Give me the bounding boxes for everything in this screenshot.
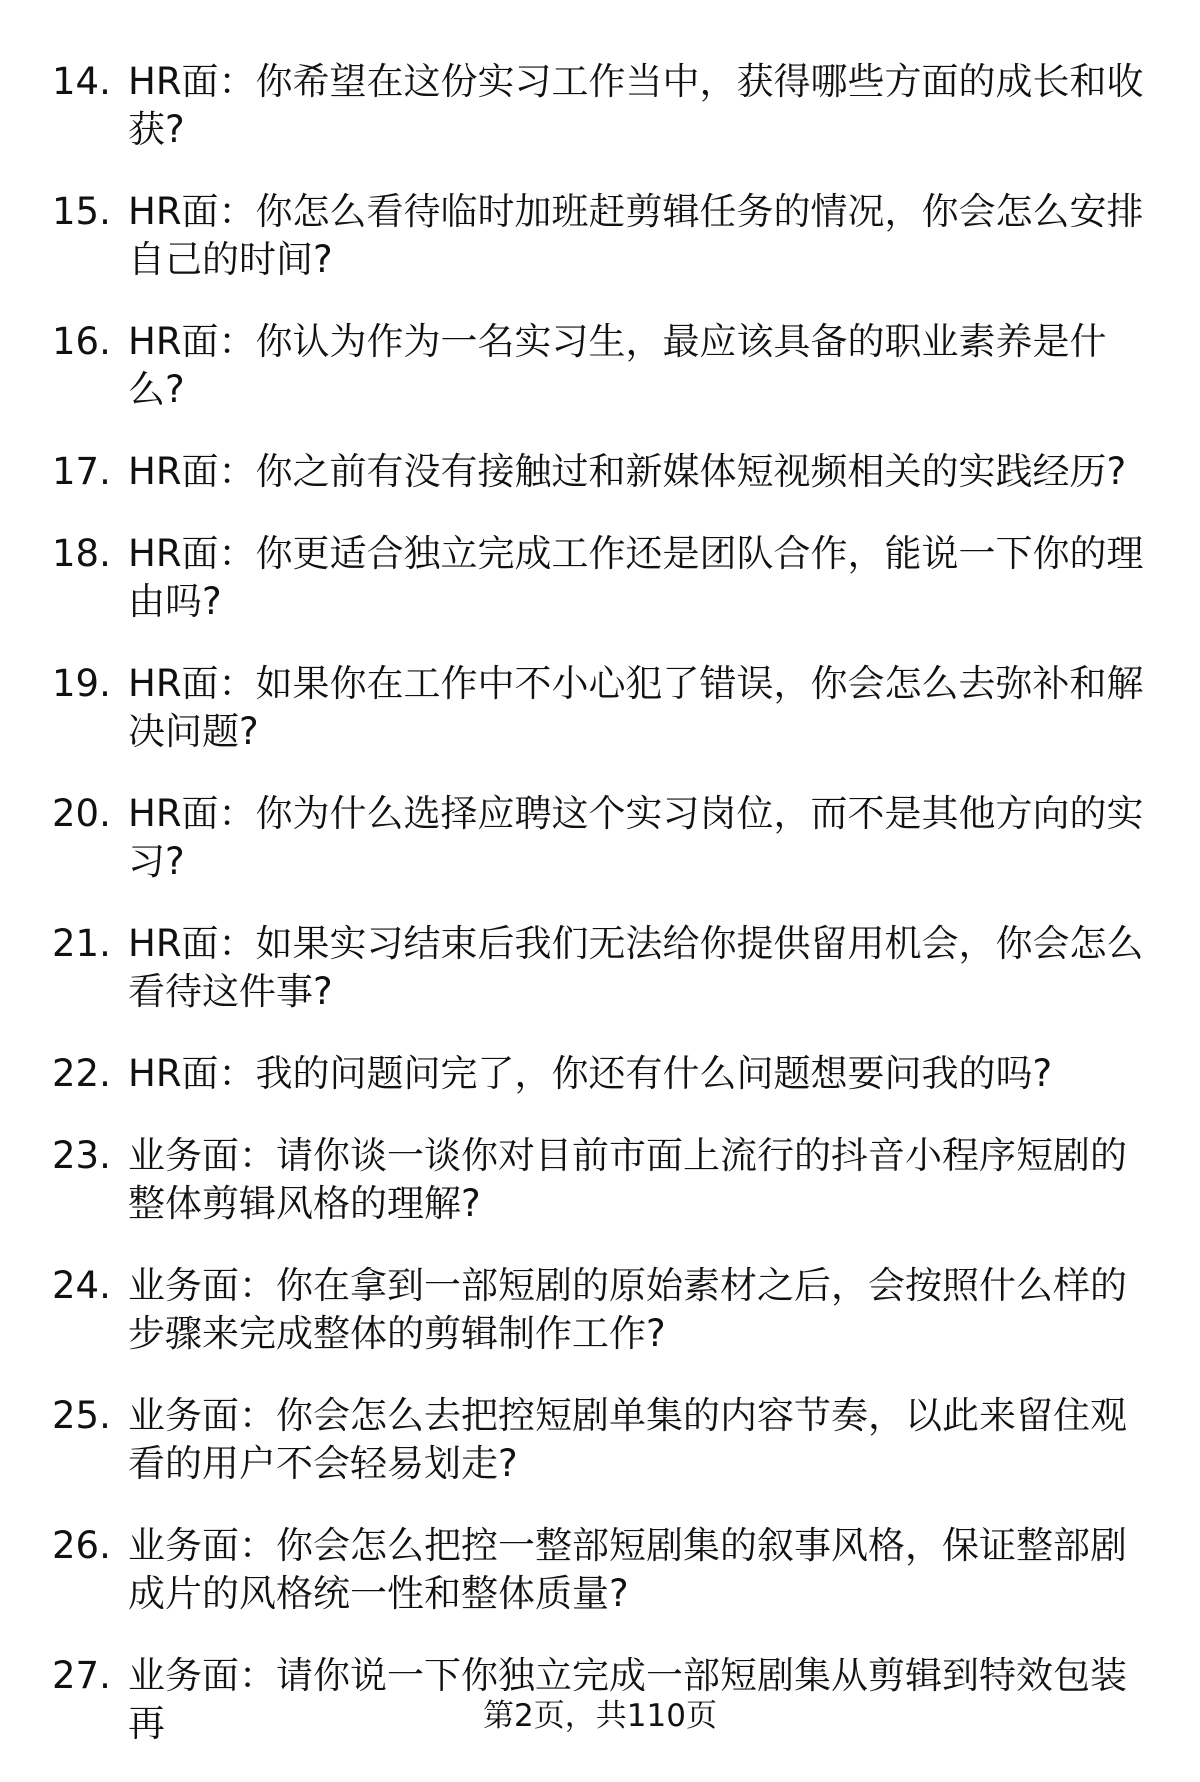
question-list	[0, 58, 1200, 1782]
question-number: 19.	[52, 662, 111, 705]
question-number: 21.	[52, 922, 111, 965]
question-text: HR面：你之前有没有接触过和新媒体短视频相关的实践经历?	[128, 450, 1127, 493]
question-item	[0, 1262, 1200, 1358]
question-text: 业务面：请你说一下你独立完成一部短剧集从剪辑到特效包装再	[128, 1654, 1127, 1745]
question-item	[0, 448, 1200, 496]
question-number: 14.	[52, 60, 111, 103]
question-text: 业务面：请你谈一谈你对目前市面上流行的抖音小程序短剧的整体剪辑风格的理解?	[128, 1134, 1127, 1225]
question-number: 15.	[52, 190, 111, 233]
question-text: 业务面：你在拿到一部短剧的原始素材之后，会按照什么样的步骤来完成整体的剪辑制作工作?	[128, 1264, 1127, 1355]
question-item	[0, 318, 1200, 414]
question-text: HR面：如果实习结束后我们无法给你提供留用机会，你会怎么看待这件事?	[128, 922, 1144, 1013]
question-number: 20.	[52, 792, 111, 835]
question-number: 16.	[52, 320, 111, 363]
question-text: HR面：你希望在这份实习工作当中，获得哪些方面的成长和收获?	[128, 60, 1144, 151]
question-number: 27.	[52, 1654, 111, 1697]
question-item	[0, 530, 1200, 626]
question-text: 业务面：你会怎么把控一整部短剧集的叙事风格，保证整部剧成片的风格统一性和整体质量?	[128, 1524, 1127, 1615]
question-item	[0, 1392, 1200, 1488]
question-text: 业务面：你会怎么去把控短剧单集的内容节奏，以此来留住观看的用户不会轻易划走?	[128, 1394, 1127, 1485]
question-item	[0, 660, 1200, 756]
question-text: HR面：你更适合独立完成工作还是团队合作，能说一下你的理由吗?	[128, 532, 1144, 623]
question-text: HR面：你认为作为一名实习生，最应该具备的职业素养是什么?	[128, 320, 1107, 411]
question-item	[0, 1522, 1200, 1618]
question-text: HR面：你为什么选择应聘这个实习岗位，而不是其他方向的实习?	[128, 792, 1144, 883]
question-item	[0, 188, 1200, 284]
question-number: 26.	[52, 1524, 111, 1567]
question-item	[0, 920, 1200, 1016]
question-item	[0, 1050, 1200, 1098]
question-item	[0, 790, 1200, 886]
page-indicator: 第2页，共110页	[483, 1698, 717, 1734]
question-text: HR面：我的问题问完了，你还有什么问题想要问我的吗?	[128, 1052, 1053, 1095]
question-item	[0, 58, 1200, 154]
question-item	[0, 1132, 1200, 1228]
question-text: HR面：如果你在工作中不小心犯了错误，你会怎么去弥补和解决问题?	[128, 662, 1144, 753]
question-text: HR面：你怎么看待临时加班赶剪辑任务的情况，你会怎么安排自己的时间?	[128, 190, 1144, 281]
question-number: 25.	[52, 1394, 111, 1437]
question-number: 18.	[52, 532, 111, 575]
question-number: 23.	[52, 1134, 111, 1177]
question-number: 17.	[52, 450, 111, 493]
question-number: 22.	[52, 1052, 111, 1095]
question-number: 24.	[52, 1264, 111, 1307]
